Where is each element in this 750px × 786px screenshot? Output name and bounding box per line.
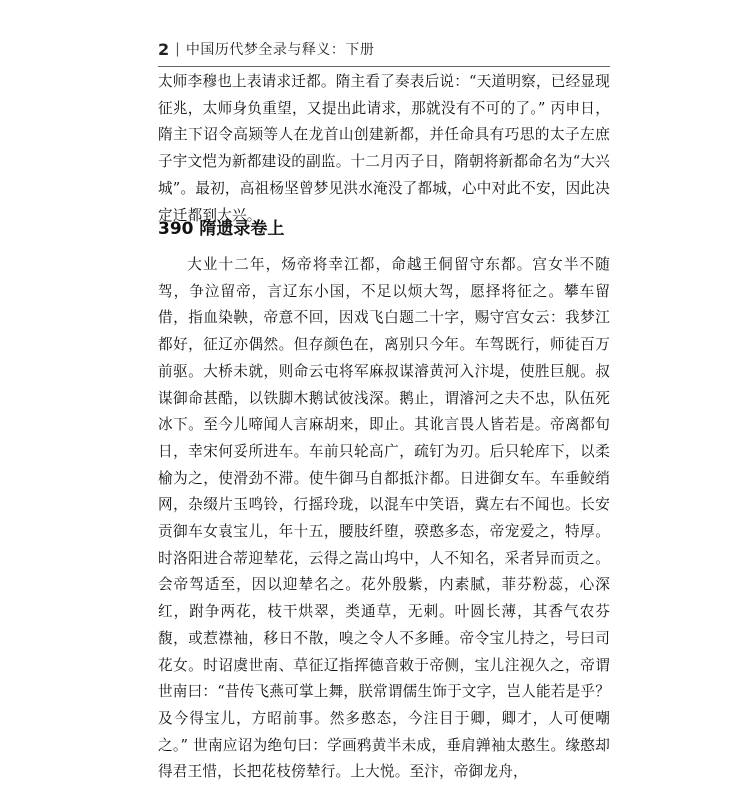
header-separator: |: [175, 41, 180, 57]
main-paragraph-block: [158, 252, 610, 786]
header-rule: [158, 66, 610, 67]
section-heading: 390 隋遗录卷上: [158, 219, 285, 239]
previous-paragraph-block: [158, 69, 610, 229]
page-number: 2: [158, 39, 170, 59]
running-title: 中国历代梦全录与释义：下册: [185, 42, 375, 58]
main-paragraph: 大业十二年，炀帝将幸江都，命越王侗留守东都。宫女半不随驾，争泣留帝，言辽东小国，不足以烦大驾，愿择将征之。攀车留借，指血染鞅，帝意不回，因戏飞白题二十字，赐守宫女云：我梦江都好，征辽亦偶然。但存颜色在，离别只今年。车驾既行，师徒百万前驱。大桥未就，则命云屯将军麻叔谋濬黄河入汴堤，使胜巨舰。叔谋御命甚酷，以铁脚木鹅试彼浅深。鹅止，谓濬河之夫不忠，队伍死冰下。至今儿啼闻人言麻胡来，即止。其讹言畏人皆若是。帝离都旬日，幸宋何妥所进车。车前只轮高广，疏钉为刃。后只轮库下，以柔榆为之，使滑劲不滞。使牛御马自都抵汴都。日进御女车。车垂鲛绡网，杂缀片玉鸣铃，行摇玲珑，以混车中笑语，冀左右不闻也。长安贡御车女袁宝儿，年十五，腰肢纤堕，骙憨多态，帝宠爱之，特厚。时洛阳进合蒂迎辇花，云得之嵩山坞中，人不知名，采者异而贡之。会帝驾适至，因以迎辇名之。花外殷紫，内素腻，菲芬粉蕊，心深红，跗争两花，枝干烘翠，类通草，无刺。叶圆长薄，其香气农芬馥，或惹襟袖，移日不散，嗅之令人不多睡。帝令宝儿持之，号曰司花女。时诏虞世南、草征辽指挥德音敕于帝侧，宝儿注视久之，帝谓世南曰：“昔传飞燕可掌上舞，朕常谓儒生饰于文字，岂人能若是乎？及今得宝儿，方昭前事。然多憨态，今注目于卿，卿才，人可便嘲之。” 世南应诏为绝句曰：学画鸦黄半未成，垂肩亸袖太憨生。缘憨却得君王惜，长把花枝傍辇行。上大悦。至汴，帝御龙舟，: [158, 256, 610, 781]
previous-paragraph: 太师李穆也上表请求迁都。隋主看了奏表后说：“天道明察，已经显现征兆，太师身负重望，又提出此请求，那就没有不可的了。” 丙申日，隋主下诏令高颎等人在龙首山创建新都，并任命具有巧思的太子左庶子宇文恺为新都建设的副监。十二月丙子日，隋朝将新都命名为“大兴城”。最初，高祖杨坚曾梦见洪水淹没了都城，心中对此不安，因此决定迁都到大兴。: [158, 73, 610, 224]
page-header: [158, 38, 374, 60]
